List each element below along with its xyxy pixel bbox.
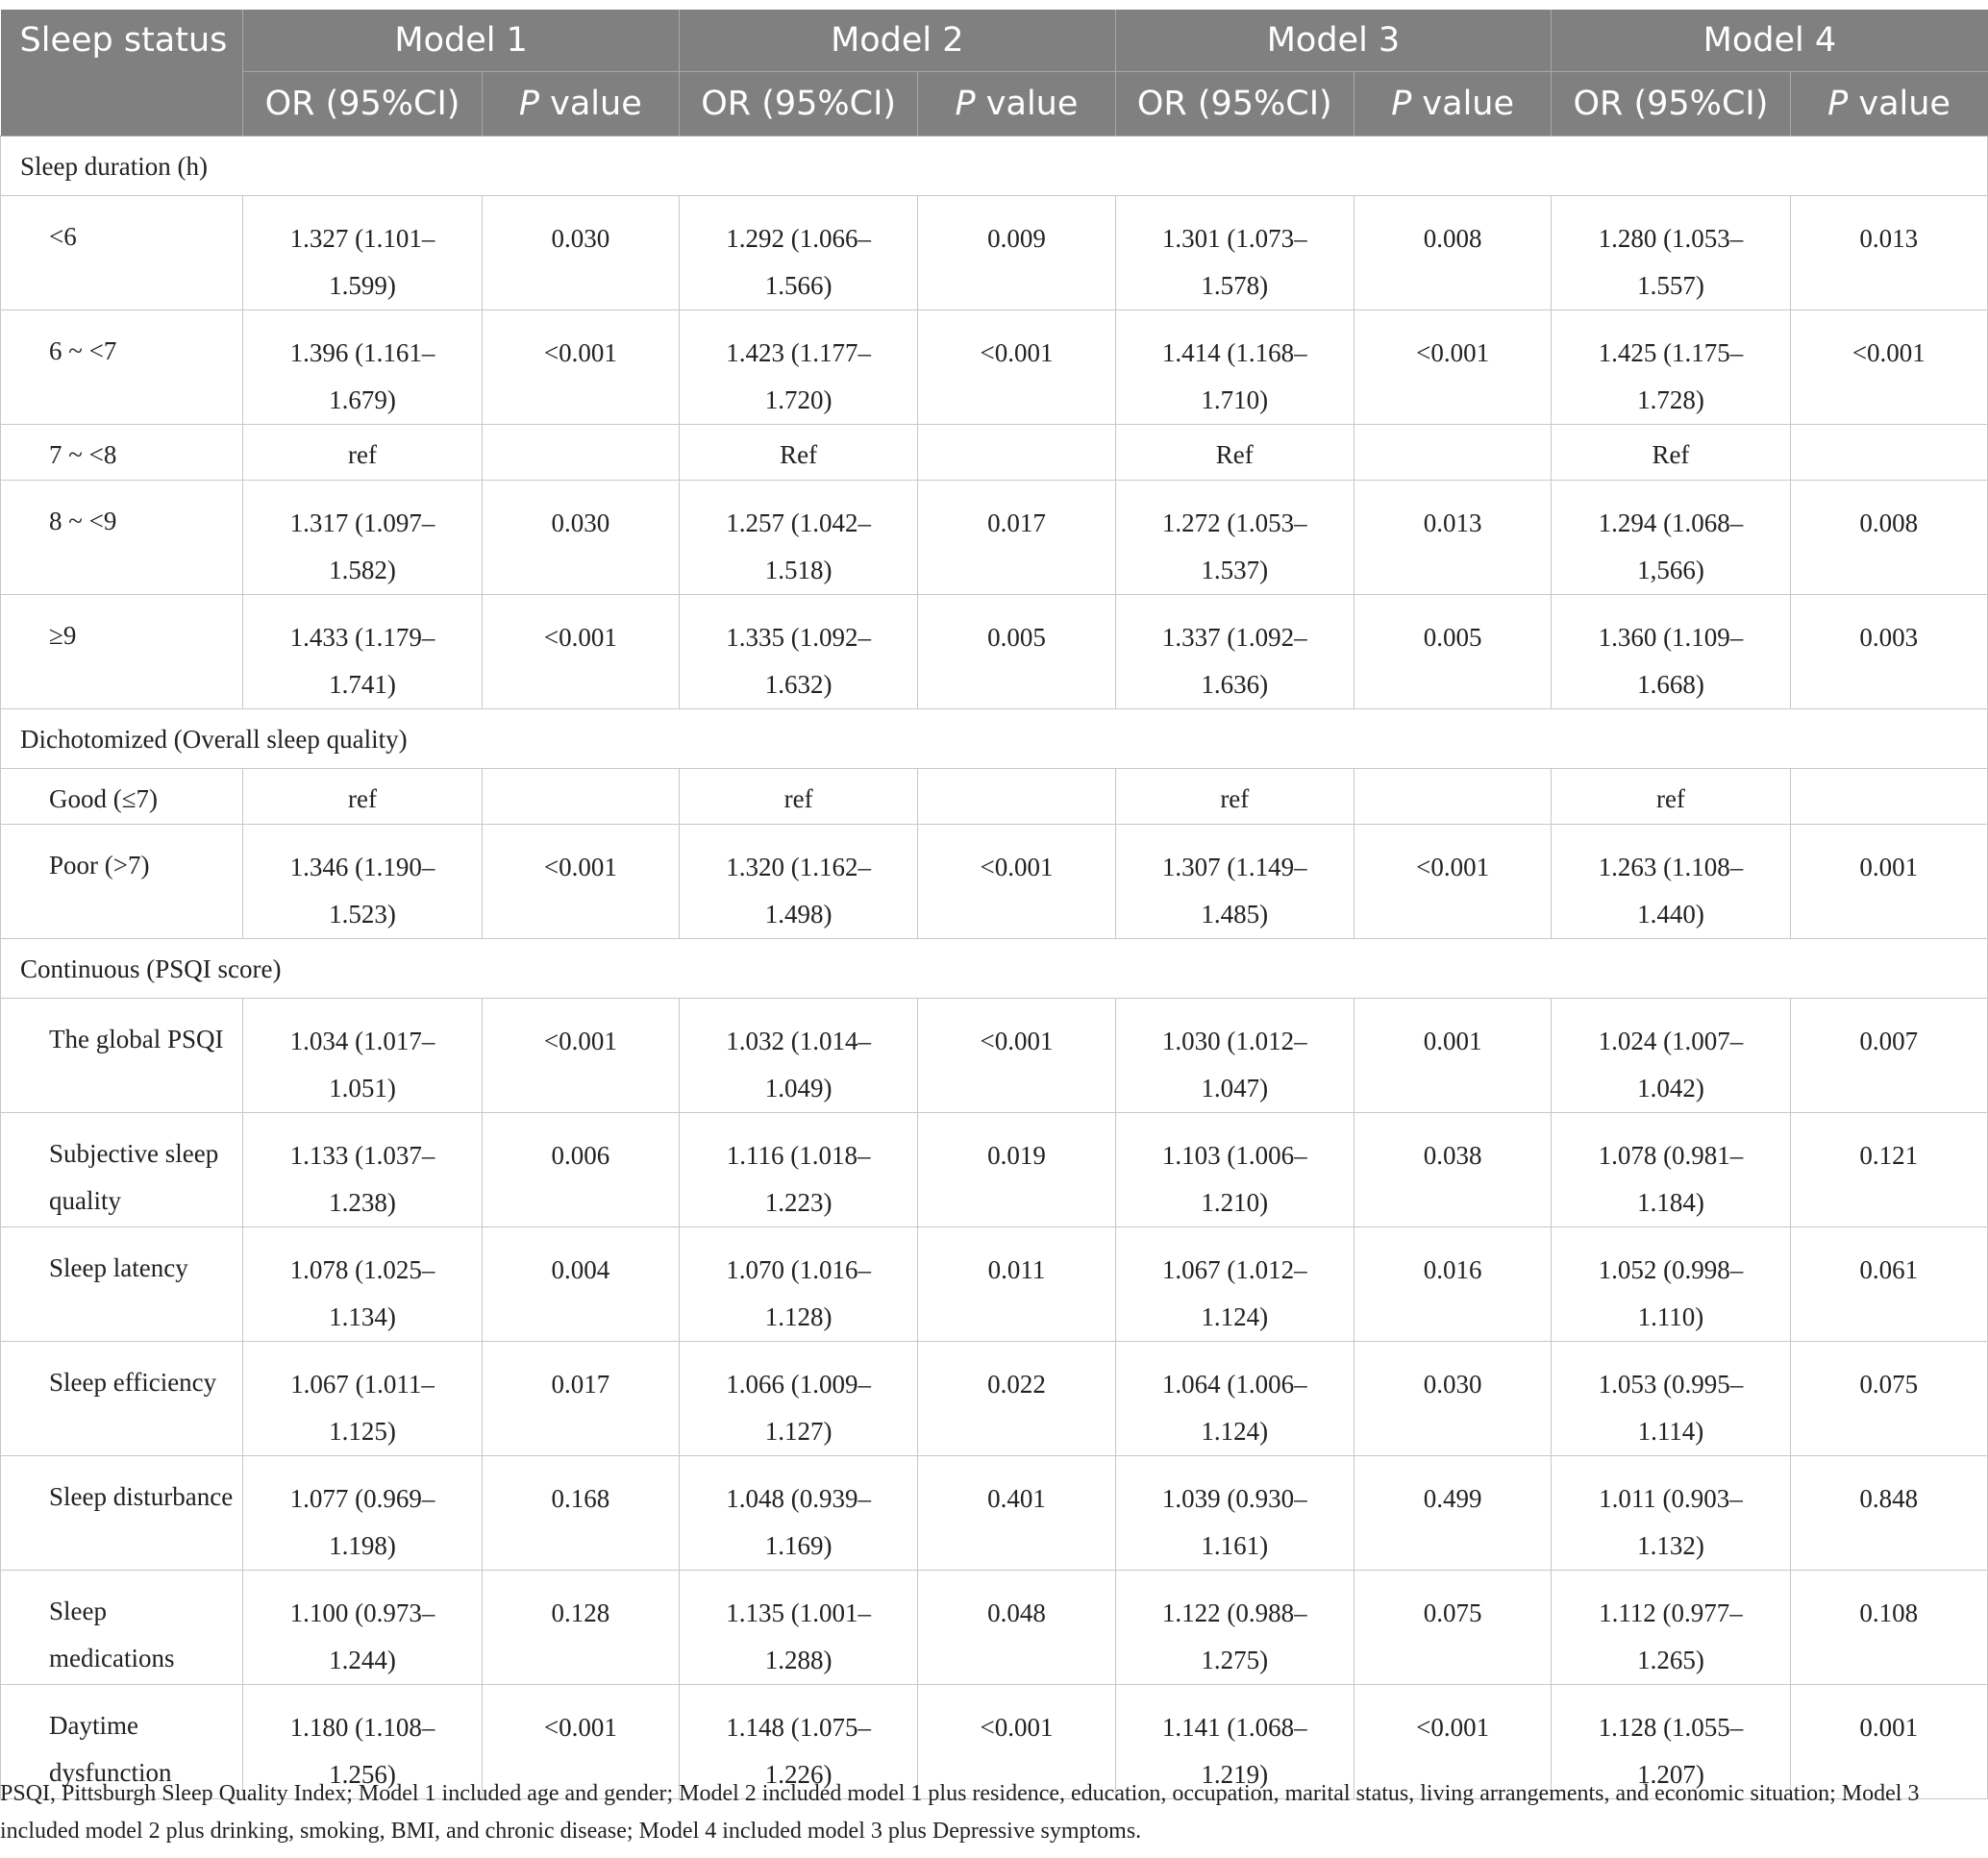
row-label: 6 ~ <7: [1, 310, 243, 425]
p-value-cell: [1354, 425, 1551, 481]
odds-ratio-value: 1.317 (1.097–1.582): [289, 508, 435, 584]
p-value: 0.401: [987, 1484, 1046, 1513]
odds-ratio-cell: [679, 1113, 917, 1227]
odds-ratio-value: ref: [1220, 784, 1250, 813]
odds-ratio-value: 1.337 (1.092–1.636): [1161, 623, 1307, 699]
odds-ratio-value: 1.078 (0.981–1.184): [1598, 1141, 1744, 1217]
p-value: <0.001: [543, 338, 617, 367]
row-label: Sleep efficiency: [1, 1342, 243, 1456]
odds-ratio-value: Ref: [1215, 440, 1254, 469]
table-row: [1, 425, 1988, 481]
odds-ratio-value: 1.011 (0.903–1.132): [1599, 1484, 1743, 1560]
odds-ratio-value: 1.066 (1.009–1.127): [726, 1370, 872, 1446]
p-value: 0.030: [551, 508, 610, 537]
p-value: 0.017: [551, 1370, 610, 1399]
p-value-cell: [918, 196, 1115, 310]
table-body: [1, 136, 1988, 1799]
p-value: 0.011: [987, 1255, 1046, 1284]
p-value: <0.001: [980, 338, 1054, 367]
odds-ratio-cell: [679, 1571, 917, 1685]
odds-ratio-value: 1.053 (0.995–1.114): [1598, 1370, 1744, 1446]
odds-ratio-cell: [1115, 769, 1354, 825]
p-value-cell: [482, 595, 679, 709]
p-value-cell: [918, 769, 1115, 825]
p-value-cell: [918, 1113, 1115, 1227]
odds-ratio-cell: [243, 1113, 482, 1227]
odds-ratio-cell: [1552, 1571, 1790, 1685]
p-value: 0.013: [1423, 508, 1482, 537]
odds-ratio-value: Ref: [1652, 440, 1690, 469]
odds-ratio-value: ref: [348, 784, 377, 813]
p-value: 0.005: [987, 623, 1046, 652]
header-sleep-status: Sleep status: [1, 10, 243, 136]
table-row: [1, 595, 1988, 709]
table-row: [1, 1571, 1988, 1685]
section-title: Sleep duration (h): [1, 136, 1988, 196]
p-value: 0.017: [987, 508, 1046, 537]
p-value-cell: [1354, 1342, 1551, 1456]
odds-ratio-cell: [679, 481, 917, 595]
header-model-4: Model 4: [1552, 10, 1988, 72]
header-p-value: P value: [1354, 72, 1551, 136]
odds-ratio-cell: [679, 769, 917, 825]
odds-ratio-cell: [1552, 1456, 1790, 1571]
p-value: 0.048: [987, 1598, 1046, 1627]
table-row: [1, 769, 1988, 825]
header-model-1: Model 1: [243, 10, 680, 72]
p-value: <0.001: [980, 1713, 1054, 1742]
row-label: 7 ~ <8: [1, 425, 243, 481]
p-value-cell: [918, 595, 1115, 709]
p-value-cell: [482, 425, 679, 481]
odds-ratio-value: 1.292 (1.066–1.566): [726, 224, 872, 300]
odds-ratio-value: 1.077 (0.969–1.198): [289, 1484, 435, 1560]
p-value: 0.003: [1859, 623, 1919, 652]
row-label: Sleep latency: [1, 1227, 243, 1342]
header-model-2: Model 2: [679, 10, 1115, 72]
p-value: <0.001: [543, 853, 617, 881]
table-row: [1, 1113, 1988, 1227]
odds-ratio-cell: [1552, 481, 1790, 595]
section-header-row: [1, 939, 1988, 999]
row-label: Sleep medications: [1, 1571, 243, 1685]
odds-ratio-cell: [1115, 1113, 1354, 1227]
odds-ratio-value: 1.360 (1.109–1.668): [1598, 623, 1744, 699]
table-row: [1, 196, 1988, 310]
p-value-cell: [1354, 1227, 1551, 1342]
header-p-value: P value: [918, 72, 1115, 136]
p-value: 0.499: [1423, 1484, 1482, 1513]
odds-ratio-cell: [679, 1456, 917, 1571]
odds-ratio-cell: [243, 825, 482, 939]
p-value-cell: [1790, 425, 1987, 481]
p-value: 0.108: [1859, 1598, 1919, 1627]
p-value-cell: [482, 1227, 679, 1342]
row-label: Daytime dysfunction: [1, 1685, 243, 1799]
p-value-cell: [1790, 1227, 1987, 1342]
p-value: <0.001: [1416, 338, 1490, 367]
odds-ratio-cell: [1115, 196, 1354, 310]
odds-ratio-cell: [1115, 481, 1354, 595]
p-value: <0.001: [980, 853, 1054, 881]
odds-ratio-cell: [243, 1571, 482, 1685]
p-value-cell: [1790, 769, 1987, 825]
odds-ratio-cell: [1115, 1456, 1354, 1571]
odds-ratio-cell: [1552, 1227, 1790, 1342]
p-value-cell: [1354, 825, 1551, 939]
header-p-value: P value: [482, 72, 679, 136]
odds-ratio-value: 1.272 (1.053–1.537): [1161, 508, 1307, 584]
p-value-cell: [482, 1571, 679, 1685]
table-footnote: PSQI, Pittsburgh Sleep Quality Index; Model 1 included age and gender; Model 2 included model 1 plus residence, education, occupation, marital status, living arrangements, and economic situation; Model 3 included model 2 plus drinking, smoking, BMI, and chronic disease; Model 4 included model 3 plus Depressive symptoms.: [0, 1781, 1920, 1844]
odds-ratio-cell: [1115, 595, 1354, 709]
odds-ratio-value: 1.067 (1.011–1.125): [290, 1370, 435, 1446]
odds-ratio-cell: [1115, 1342, 1354, 1456]
odds-ratio-cell: [1552, 595, 1790, 709]
odds-ratio-cell: [1552, 310, 1790, 425]
p-value-cell: [482, 1113, 679, 1227]
odds-ratio-cell: [679, 595, 917, 709]
odds-ratio-value: 1.122 (0.988–1.275): [1161, 1598, 1307, 1674]
p-value: 0.030: [1423, 1370, 1482, 1399]
odds-ratio-value: 1.070 (1.016–1.128): [726, 1255, 872, 1331]
p-value: <0.001: [543, 1713, 617, 1742]
odds-ratio-value: 1.039 (0.930–1.161): [1161, 1484, 1307, 1560]
p-value-cell: [1354, 999, 1551, 1113]
row-label: ≥9: [1, 595, 243, 709]
table-row: [1, 481, 1988, 595]
p-value-cell: [1354, 769, 1551, 825]
odds-ratio-cell: [1115, 425, 1354, 481]
odds-ratio-value: 1.116 (1.018–1.223): [726, 1141, 871, 1217]
p-value-cell: [1790, 196, 1987, 310]
odds-ratio-value: 1.064 (1.006–1.124): [1161, 1370, 1307, 1446]
odds-ratio-cell: [1552, 425, 1790, 481]
odds-ratio-value: 1.320 (1.162–1.498): [726, 853, 872, 929]
p-value: 0.007: [1859, 1027, 1919, 1055]
odds-ratio-value: 1.148 (1.075–1.226): [726, 1713, 872, 1789]
p-value-cell: [918, 425, 1115, 481]
odds-ratio-cell: [1115, 310, 1354, 425]
odds-ratio-value: ref: [348, 440, 377, 469]
odds-ratio-cell: [1115, 999, 1354, 1113]
odds-ratio-cell: [679, 825, 917, 939]
p-value-cell: [918, 310, 1115, 425]
odds-ratio-cell: [1552, 825, 1790, 939]
p-value: 0.128: [551, 1598, 610, 1627]
row-label: Sleep disturbance: [1, 1456, 243, 1571]
odds-ratio-cell: [1552, 1113, 1790, 1227]
odds-ratio-value: 1.396 (1.161–1.679): [289, 338, 435, 414]
odds-ratio-cell: [1552, 1342, 1790, 1456]
p-value-cell: [1790, 1456, 1987, 1571]
header-or-ci: OR (95%CI): [679, 72, 917, 136]
p-value-cell: [1354, 1571, 1551, 1685]
p-value-cell: [1354, 595, 1551, 709]
p-value: 0.038: [1423, 1141, 1482, 1170]
row-label: Subjective sleep quality: [1, 1113, 243, 1227]
p-value: 0.006: [551, 1141, 610, 1170]
odds-ratio-value: 1.032 (1.014–1.049): [726, 1027, 872, 1102]
odds-ratio-table: [0, 10, 1988, 1799]
p-value: 0.013: [1859, 224, 1919, 253]
p-value-cell: [1354, 196, 1551, 310]
odds-ratio-cell: [679, 1342, 917, 1456]
p-value-cell: [482, 1456, 679, 1571]
p-value-cell: [1354, 1113, 1551, 1227]
p-value-cell: [482, 999, 679, 1113]
odds-ratio-value: 1.100 (0.973–1.244): [289, 1598, 435, 1674]
p-value-cell: [918, 1456, 1115, 1571]
row-label: Poor (>7): [1, 825, 243, 939]
table-row: [1, 825, 1988, 939]
header-row-subheaders: [1, 72, 1988, 136]
odds-ratio-cell: [1115, 1571, 1354, 1685]
odds-ratio-value: 1.103 (1.006–1.210): [1161, 1141, 1307, 1217]
odds-ratio-cell: [243, 425, 482, 481]
table-row: [1, 310, 1988, 425]
p-value: <0.001: [1851, 338, 1926, 367]
odds-ratio-cell: [243, 481, 482, 595]
header-row-models: [1, 10, 1988, 72]
p-value: <0.001: [980, 1027, 1054, 1055]
p-value: <0.001: [1416, 1713, 1490, 1742]
odds-ratio-cell: [679, 196, 917, 310]
odds-ratio-cell: [243, 769, 482, 825]
odds-ratio-value: 1.133 (1.037–1.238): [289, 1141, 435, 1217]
odds-ratio-value: 1.301 (1.073–1.578): [1161, 224, 1307, 300]
p-value: 0.001: [1859, 853, 1919, 881]
p-value: 0.848: [1859, 1484, 1919, 1513]
table-row: [1, 999, 1988, 1113]
p-value-cell: [918, 481, 1115, 595]
section-title: Continuous (PSQI score): [1, 939, 1988, 999]
odds-ratio-cell: [1552, 999, 1790, 1113]
header-or-ci: OR (95%CI): [243, 72, 482, 136]
odds-ratio-value: 1.307 (1.149–1.485): [1161, 853, 1307, 929]
odds-ratio-cell: [243, 310, 482, 425]
p-value: 0.022: [987, 1370, 1046, 1399]
p-value-cell: [1790, 1113, 1987, 1227]
p-value: 0.005: [1423, 623, 1482, 652]
odds-ratio-value: Ref: [780, 440, 818, 469]
section-title: Dichotomized (Overall sleep quality): [1, 709, 1988, 769]
p-value-cell: [482, 196, 679, 310]
p-value-cell: [482, 481, 679, 595]
odds-ratio-value: ref: [783, 784, 813, 813]
odds-ratio-cell: [243, 999, 482, 1113]
p-value-cell: [482, 825, 679, 939]
odds-ratio-cell: [1552, 196, 1790, 310]
header-model-3: Model 3: [1115, 10, 1552, 72]
p-value-cell: [918, 825, 1115, 939]
odds-ratio-value: 1.128 (1.055–1.207): [1598, 1713, 1744, 1789]
odds-ratio-cell: [1552, 769, 1790, 825]
row-label: Good (≤7): [1, 769, 243, 825]
header-p-value: P value: [1790, 72, 1987, 136]
p-value: 0.030: [551, 224, 610, 253]
odds-ratio-cell: [679, 999, 917, 1113]
p-value: 0.009: [987, 224, 1046, 253]
header-or-ci: OR (95%CI): [1552, 72, 1790, 136]
p-value-cell: [1790, 1571, 1987, 1685]
odds-ratio-value: 1.078 (1.025–1.134): [289, 1255, 435, 1331]
p-value-cell: [1790, 1342, 1987, 1456]
table-row: [1, 1227, 1988, 1342]
odds-ratio-value: 1.280 (1.053–1.557): [1598, 224, 1744, 300]
header-or-ci: OR (95%CI): [1115, 72, 1354, 136]
odds-ratio-value: 1.030 (1.012–1.047): [1161, 1027, 1307, 1102]
p-value: 0.016: [1423, 1255, 1482, 1284]
p-value-cell: [918, 1571, 1115, 1685]
p-value: <0.001: [1416, 853, 1490, 881]
table-row: [1, 1456, 1988, 1571]
odds-ratio-value: 1.425 (1.175–1.728): [1598, 338, 1744, 414]
odds-ratio-value: 1.257 (1.042–1.518): [726, 508, 872, 584]
odds-ratio-value: 1.294 (1.068–1,566): [1598, 508, 1744, 584]
p-value-cell: [918, 1342, 1115, 1456]
odds-ratio-cell: [1115, 825, 1354, 939]
section-header-row: [1, 709, 1988, 769]
odds-ratio-cell: [1115, 1227, 1354, 1342]
odds-ratio-cell: [243, 1227, 482, 1342]
p-value-cell: [1790, 310, 1987, 425]
p-value-cell: [1790, 595, 1987, 709]
row-label: 8 ~ <9: [1, 481, 243, 595]
p-value-cell: [1790, 481, 1987, 595]
row-label: The global PSQI: [1, 999, 243, 1113]
odds-ratio-value: 1.024 (1.007–1.042): [1598, 1027, 1744, 1102]
odds-ratio-value: 1.327 (1.101–1.599): [289, 224, 435, 300]
odds-ratio-value: 1.067 (1.012–1.124): [1161, 1255, 1307, 1331]
odds-ratio-cell: [243, 1342, 482, 1456]
table-row: [1, 1342, 1988, 1456]
odds-ratio-value: 1.433 (1.179–1.741): [289, 623, 435, 699]
odds-ratio-value: 1.180 (1.108–1.256): [289, 1713, 435, 1789]
p-value: 0.168: [551, 1484, 610, 1513]
odds-ratio-value: 1.263 (1.108–1.440): [1598, 853, 1744, 929]
section-header-row: [1, 136, 1988, 196]
odds-ratio-value: 1.048 (0.939–1.169): [726, 1484, 872, 1560]
p-value: 0.019: [987, 1141, 1046, 1170]
odds-ratio-value: 1.346 (1.190–1.523): [289, 853, 435, 929]
p-value: 0.075: [1423, 1598, 1482, 1627]
odds-ratio-cell: [679, 310, 917, 425]
table-container: [0, 10, 1988, 1799]
p-value: 0.121: [1859, 1141, 1919, 1170]
odds-ratio-cell: [243, 196, 482, 310]
p-value: <0.001: [543, 623, 617, 652]
p-value: 0.001: [1423, 1027, 1482, 1055]
p-value-cell: [1790, 999, 1987, 1113]
odds-ratio-value: 1.141 (1.068–1.219): [1161, 1713, 1307, 1789]
p-value: 0.008: [1859, 508, 1919, 537]
odds-ratio-value: 1.112 (0.977–1.265): [1599, 1598, 1743, 1674]
p-value-cell: [918, 999, 1115, 1113]
odds-ratio-value: 1.414 (1.168–1.710): [1161, 338, 1307, 414]
p-value: 0.008: [1423, 224, 1482, 253]
odds-ratio-value: 1.034 (1.017–1.051): [289, 1027, 435, 1102]
p-value-cell: [1354, 310, 1551, 425]
p-value: 0.061: [1859, 1255, 1919, 1284]
odds-ratio-value: 1.135 (1.001–1.288): [726, 1598, 872, 1674]
odds-ratio-value: 1.335 (1.092–1.632): [726, 623, 872, 699]
p-value-cell: [918, 1227, 1115, 1342]
p-value-cell: [482, 1342, 679, 1456]
p-value: 0.075: [1859, 1370, 1919, 1399]
odds-ratio-cell: [243, 1456, 482, 1571]
p-value-cell: [482, 769, 679, 825]
p-value: 0.001: [1859, 1713, 1919, 1742]
odds-ratio-cell: [679, 1227, 917, 1342]
p-value-cell: [1790, 825, 1987, 939]
row-label: <6: [1, 196, 243, 310]
odds-ratio-cell: [243, 595, 482, 709]
p-value: 0.004: [551, 1255, 610, 1284]
p-value: <0.001: [543, 1027, 617, 1055]
odds-ratio-value: 1.052 (0.998–1.110): [1598, 1255, 1744, 1331]
odds-ratio-value: ref: [1655, 784, 1685, 813]
p-value-cell: [1354, 481, 1551, 595]
p-value-cell: [482, 310, 679, 425]
odds-ratio-cell: [679, 425, 917, 481]
odds-ratio-value: 1.423 (1.177–1.720): [726, 338, 872, 414]
p-value-cell: [1354, 1456, 1551, 1571]
